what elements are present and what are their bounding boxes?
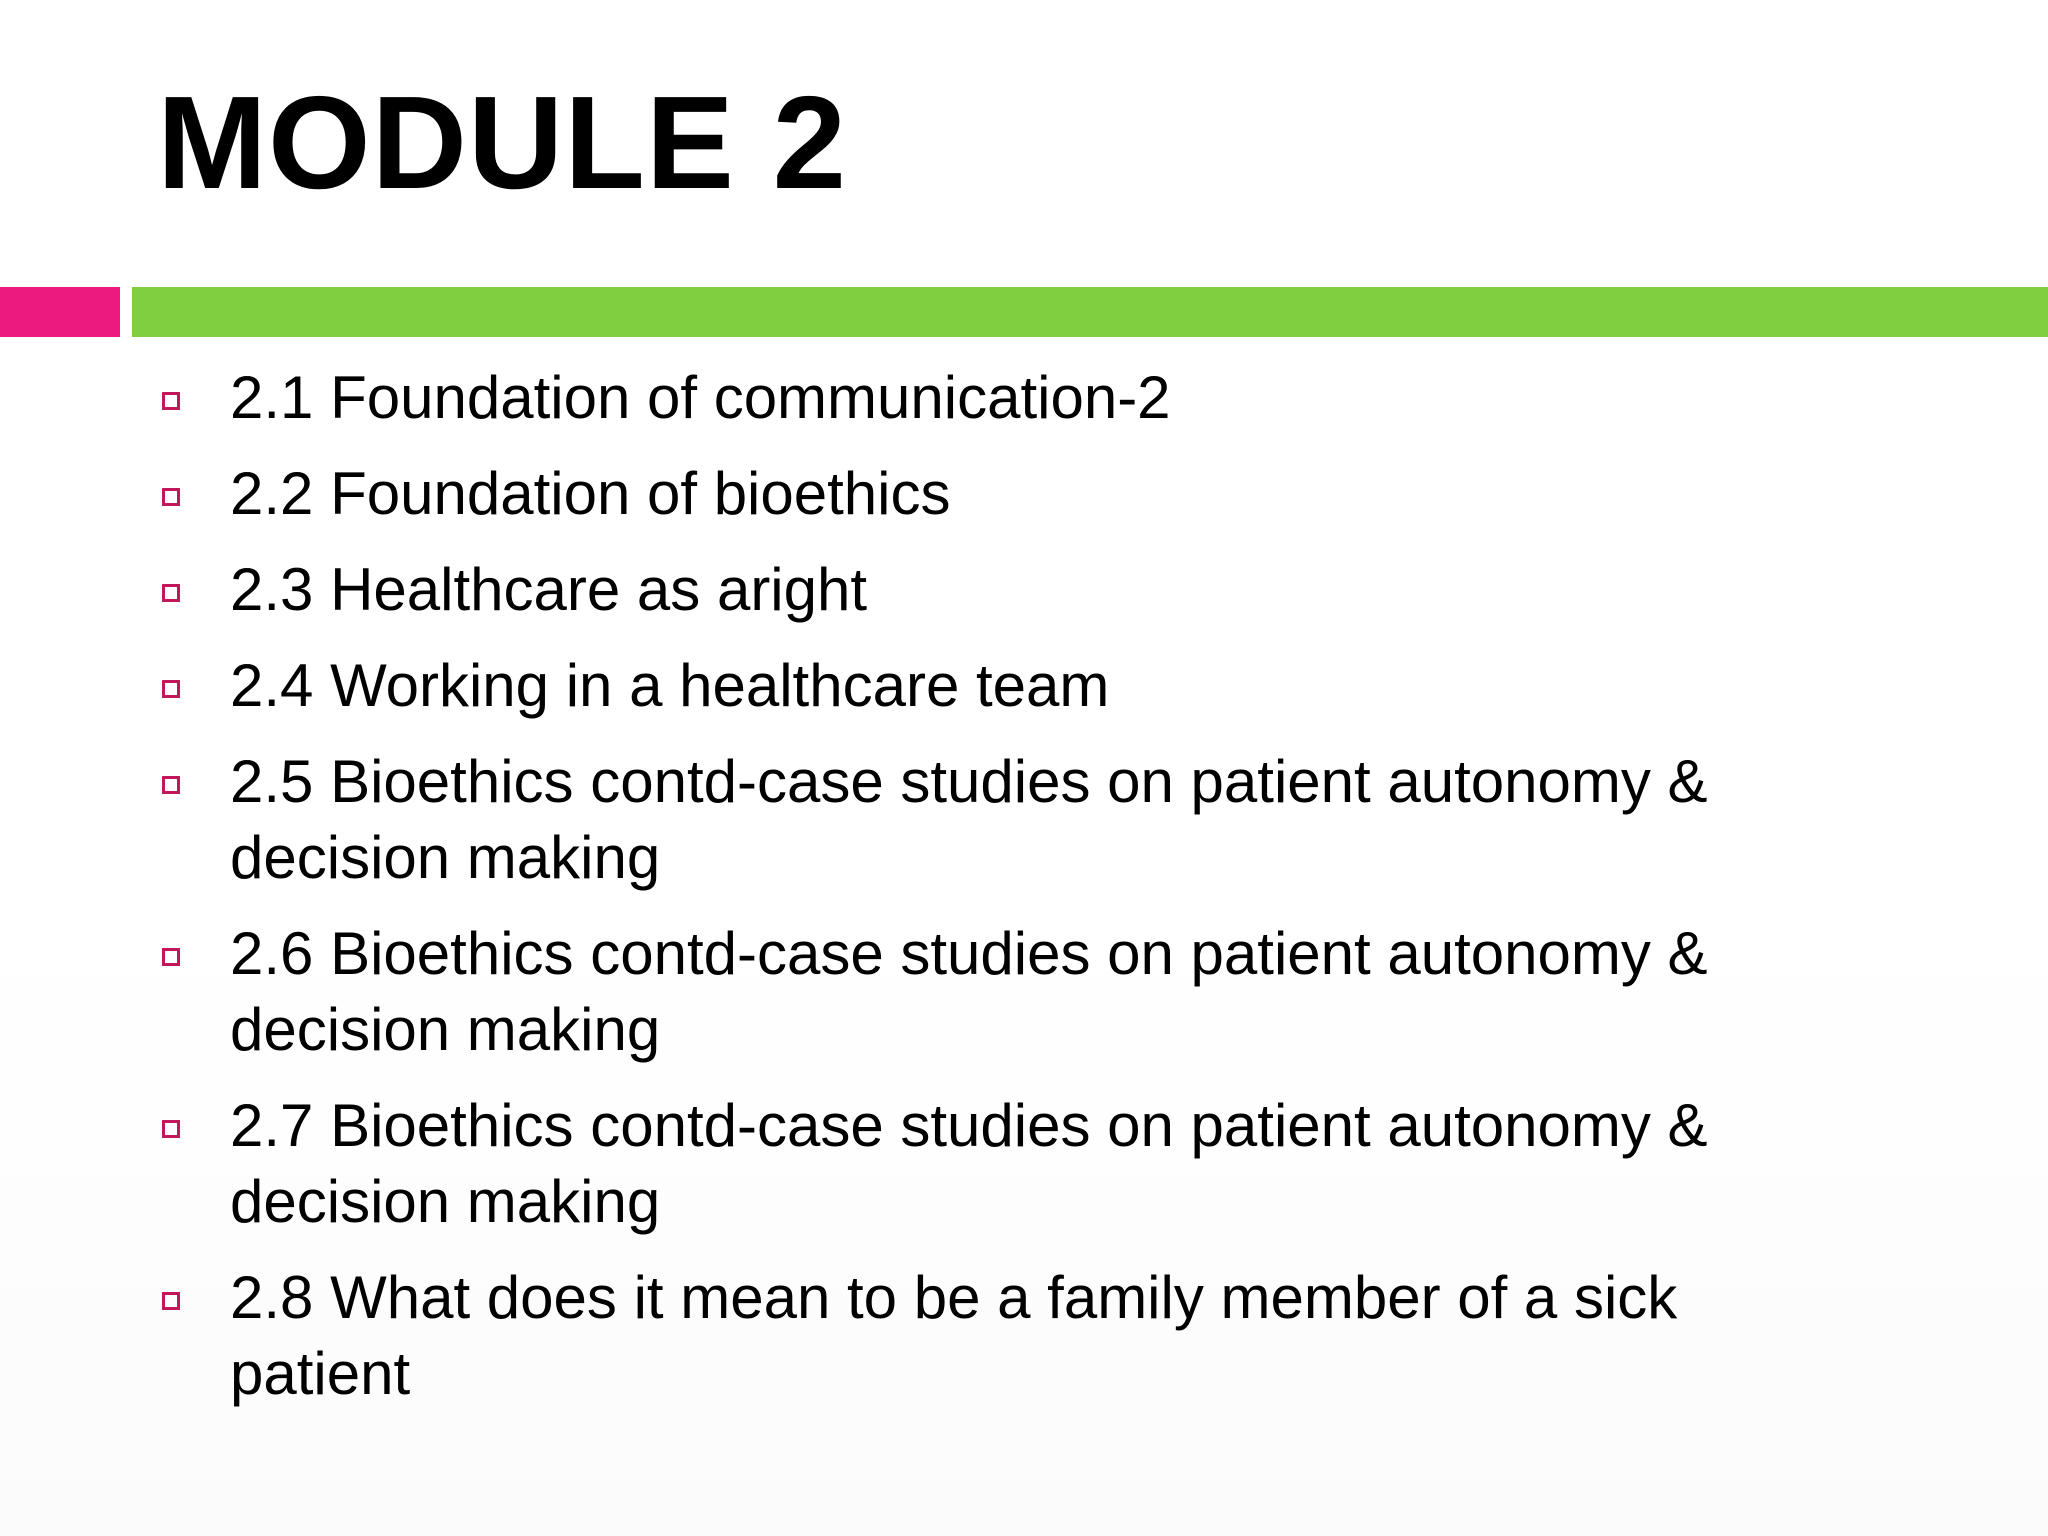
list-item-label: 2.3 Healthcare as aright bbox=[230, 556, 868, 623]
hollow-square-bullet-icon bbox=[162, 488, 180, 506]
title-underline-bar bbox=[132, 287, 2048, 337]
hollow-square-bullet-icon bbox=[162, 584, 180, 602]
hollow-square-bullet-icon bbox=[162, 392, 180, 410]
list-item bbox=[157, 1088, 1857, 1240]
hollow-square-bullet-icon bbox=[162, 1292, 180, 1310]
topic-list bbox=[157, 360, 1857, 1432]
accent-bar bbox=[0, 287, 120, 337]
slide-title: MODULE 2 bbox=[157, 69, 848, 216]
list-item-label: 2.2 Foundation of bioethics bbox=[230, 460, 951, 527]
list-item bbox=[157, 1260, 1857, 1412]
list-item bbox=[157, 360, 1857, 436]
list-item bbox=[157, 552, 1857, 628]
hollow-square-bullet-icon bbox=[162, 776, 180, 794]
list-item bbox=[157, 648, 1857, 724]
list-item-label: 2.8 What does it mean to be a family member of a sick patient bbox=[230, 1264, 1678, 1407]
list-item bbox=[157, 456, 1857, 532]
list-item bbox=[157, 916, 1857, 1068]
hollow-square-bullet-icon bbox=[162, 680, 180, 698]
list-item-label: 2.7 Bioethics contd-case studies on patient autonomy & decision making bbox=[230, 1092, 1708, 1235]
list-item-label: 2.6 Bioethics contd-case studies on patient autonomy & decision making bbox=[230, 920, 1708, 1063]
list-item-label: 2.1 Foundation of communication-2 bbox=[230, 364, 1171, 431]
list-item-label: 2.5 Bioethics contd-case studies on patient autonomy & decision making bbox=[230, 748, 1708, 891]
list-item bbox=[157, 744, 1857, 896]
list-item-label: 2.4 Working in a healthcare team bbox=[230, 652, 1110, 719]
hollow-square-bullet-icon bbox=[162, 1120, 180, 1138]
hollow-square-bullet-icon bbox=[162, 948, 180, 966]
